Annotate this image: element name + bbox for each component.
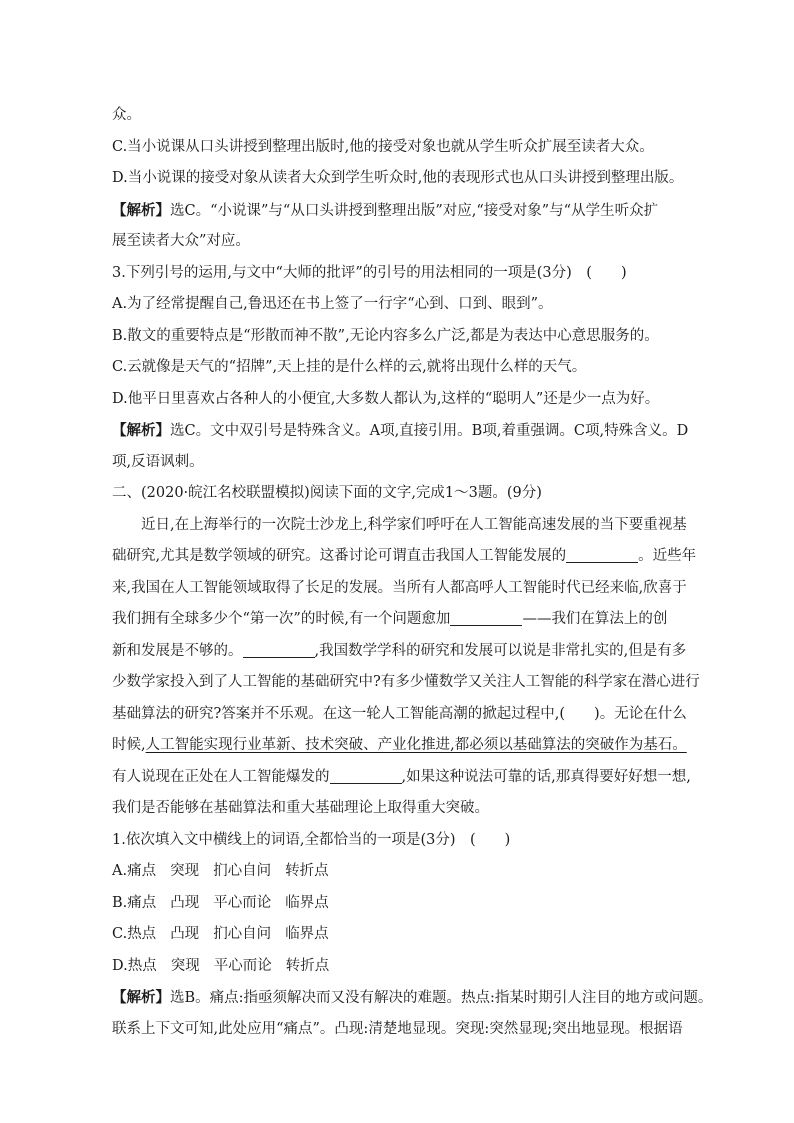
passage-text: 时候, xyxy=(112,737,146,753)
q3-option-c: C.云就像是天气的“招牌”,天上挂的是什么样的云,就将出现什么样的天气。 xyxy=(112,359,587,375)
q2-option-c: C.当小说课从口头讲授到整理出版时,他的接受对象也就从学生听众扩展至读者大众。 xyxy=(112,138,654,155)
passage-line: 近日,在上海举行的一次院士沙龙上,科学家们呼吁在人工智能高速发展的当下要重视基 xyxy=(141,516,687,533)
section-heading: 二、(2020·皖江名校联盟模拟)阅读下面的文字,完成1～3题。(9分) xyxy=(112,485,542,501)
fill-blank xyxy=(566,545,638,563)
analysis-tag: 【解析】 xyxy=(112,201,170,219)
option-word: 凸现 xyxy=(170,926,200,942)
option-label: C. xyxy=(112,926,128,942)
option-word: 痛点 xyxy=(127,863,157,879)
q3-analysis xyxy=(112,415,689,447)
option-word: 扪心自问 xyxy=(213,926,272,942)
q2-continuation: 众。 xyxy=(112,107,141,123)
q1-option-b xyxy=(112,888,682,920)
option-word: 平心而论 xyxy=(213,957,272,974)
passage-text: 新和发展是不够的。 xyxy=(112,642,243,659)
passage-line xyxy=(112,541,697,573)
option-label: D. xyxy=(112,957,128,974)
passage-text: 。近些年 xyxy=(638,548,697,564)
q1-stem: 1.依次填入文中横线上的词语,全都恰当的一项是(3分) ( ) xyxy=(112,831,511,848)
passage-line: 我们是否能够在基础算法和重大基础理论上取得重大突破。 xyxy=(112,800,489,816)
option-word: 热点 xyxy=(127,926,157,942)
analysis-tag: 【解析】 xyxy=(112,422,170,439)
passage-text: 有人说现在正处在人工智能爆发的 xyxy=(112,768,330,785)
analysis-text: 选C。“小说课”与“从口头讲授到整理出版”对应,“接受对象”与“从学生听众扩 xyxy=(170,202,659,219)
passage-line xyxy=(112,730,687,762)
fill-blank xyxy=(330,766,402,784)
q2-analysis-cont: 展至读者大众”对应。 xyxy=(112,233,250,249)
option-word: 凸现 xyxy=(170,894,200,911)
q2-analysis xyxy=(112,195,682,227)
q1-option-c xyxy=(112,919,682,951)
option-word: 痛点 xyxy=(127,894,157,911)
passage-text: ,如果这种说法可靠的话,那真得要好好想一想, xyxy=(401,768,691,785)
option-word: 扪心自问 xyxy=(213,863,272,879)
q3-option-a: A.为了经常提醒自己,鲁迅还在书上签了一行字“心到、口到、眼到”。 xyxy=(112,296,553,312)
passage-line xyxy=(112,636,687,668)
fill-blank xyxy=(243,640,315,658)
q3-option-b: B.散文的重要特点是“形散而神不散”,无论内容多么广泛,都是为表达中心意思服务的。 xyxy=(112,327,659,344)
analysis-text: 选C。文中双引号是特殊含义。A项,直接引用。B项,着重强调。C项,特殊含义。D xyxy=(170,423,689,439)
underlined-sentence: 人工智能实现行业革新、技术突破、产业化推进,都必须以基础算法的突破作为基石。 xyxy=(145,737,687,753)
passage-text: 我们拥有全球多少个“第一次”的时候,有一个问题愈加 xyxy=(112,611,451,627)
option-word: 突现 xyxy=(170,863,200,879)
passage-text: ——我们在算法上的创 xyxy=(522,611,668,627)
passage-line: 少数学家投入到了人工智能的基础研究中?有多少懂数学又关注人工智能的科学家在潜心进行 xyxy=(112,674,700,690)
option-word: 平心而论 xyxy=(213,894,272,911)
q2-option-d: D.当小说课的接受对象从读者大众到学生听众时,他的表现形式也从口头讲授到整理出版。 xyxy=(112,170,684,186)
passage-text: 础研究,尤其是数学领域的研究。这番讨论可谓直击我国人工智能发展的 xyxy=(112,548,567,564)
document-body xyxy=(112,100,713,1045)
analysis-tag: 【解析】 xyxy=(112,989,170,1006)
passage-text: ,我国数学学科的研究和发展可以说是非常扎实的,但是有多 xyxy=(314,642,687,659)
fill-blank xyxy=(450,608,522,626)
passage-line: 基础算法的研究?答案并不乐观。在这一轮人工智能高潮的掀起过程中,( )。无论在什么 xyxy=(112,705,687,722)
option-word: 临界点 xyxy=(285,894,329,911)
q3-stem: 3.下列引号的运用,与文中“大师的批评”的引号的用法相同的一项是(3分) ( ) xyxy=(112,264,627,281)
option-word: 临界点 xyxy=(285,926,329,942)
q1-analysis xyxy=(112,982,713,1014)
option-word: 突现 xyxy=(170,957,200,974)
option-word: 热点 xyxy=(127,957,157,974)
q3-option-d: D.他平日里喜欢占各种人的小便宜,大多数人都认为,这样的“聪明人”还是少一点为好。 xyxy=(112,390,660,407)
passage-line xyxy=(112,604,682,636)
q1-analysis-cont: 联系上下文可知,此处应用“痛点”。凸现:清楚地显现。突现:突然显现;突出地显现。根据语 xyxy=(112,1020,683,1037)
passage-line: 来,我国在人工智能领域取得了长足的发展。当所有人都高呼人工智能时代已经来临,欣喜于 xyxy=(112,579,687,596)
option-word: 转折点 xyxy=(285,863,329,879)
option-label: A. xyxy=(112,863,128,879)
q1-option-a xyxy=(112,856,682,888)
q3-analysis-cont: 项,反语讽刺。 xyxy=(112,453,204,470)
q1-option-d xyxy=(112,951,682,983)
passage-line xyxy=(112,762,691,794)
option-label: B. xyxy=(112,894,128,911)
analysis-text: 选B。痛点:指亟须解决而又没有解决的难题。热点:指某时期引人注目的地方或问题。 xyxy=(170,990,713,1006)
option-word: 转折点 xyxy=(285,957,330,974)
